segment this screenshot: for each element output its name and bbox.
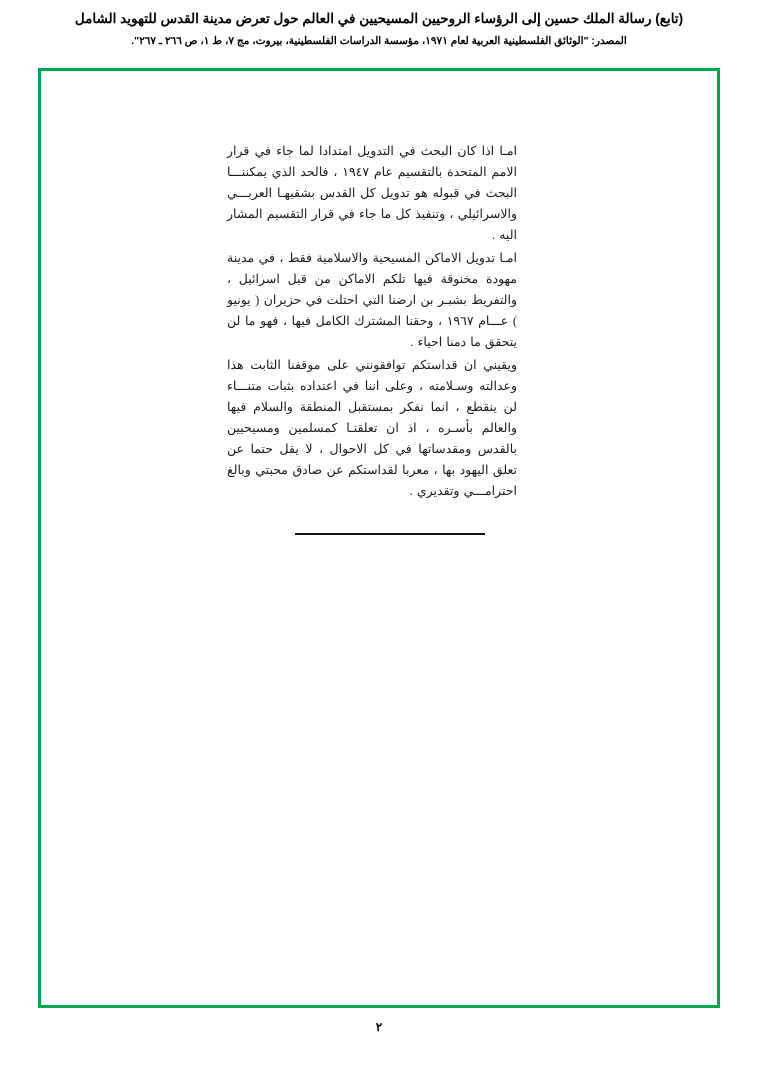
page-number: ٢	[375, 1020, 383, 1034]
horizontal-divider-rule	[295, 533, 485, 535]
paragraph-2: امـا تدويل الاماكن المسيحية والاسلامية فقط ، في مدينة مهودة مخنوقة فيها تلكم الاماكن من قبل اسرائيل ، والتفريط بشبـر بن ارضنا التي احتلت في حزيران ( يونيو ) عـــام ١٩٦٧ ، وحقنا المشترك الكامل فيها ، فهو ما لن يتحقق ما دمنا احياء .	[227, 251, 517, 349]
page-border-frame	[38, 68, 720, 1008]
document-body-text	[227, 141, 517, 504]
document-header	[0, 0, 758, 49]
page-title: (تابع) رسالة الملك حسين إلى الرؤساء الروحيين المسيحيين في العالم حول تعرض مدينة القدس للتهويد الشامل	[74, 11, 684, 26]
paragraph-1: امـا اذا كان البحث في التدويل امتدادا لما جاء في قرار الامم المتحدة بالتقسيم عام ١٩٤٧ ، فالحد الذي يمكننـــا البحث في قبوله هو تدويل كل القدس بشقيهـا العربـــي والاسرائيلي ، وتنفيذ كل ما جاء في قرار التقسيم المشار اليه .	[227, 144, 517, 242]
paragraph-3: ويقيني ان قداستكم توافقونني على موقفنا الثابت هذا وعدالته وسـلامته ، وعلى اننا في اعتداده بثبات متنـــاء لن ينقطع ، انما نفكر بمستقبل المنطقة والسلام فيها والعالم بأسـره ، اذ ان تعلقنـا كمسلمين ومسيحيين بالقدس ومقدساتها في كل الاحوال ، لا يقل حتما عن تعلق اليهود بها ، معربا لقداستكم عن صادق محبتي وبالغ احترامـــي وتقديري .	[227, 358, 517, 498]
source-citation: المصدر: "الوثائق الفلسطينية العربية لعام ١٩٧١، مؤسسة الدراسات الفلسطينية، بيروت، مج ٧، ط ١، ص ٢٦٦ ـ ٢٦٧".	[131, 35, 627, 47]
